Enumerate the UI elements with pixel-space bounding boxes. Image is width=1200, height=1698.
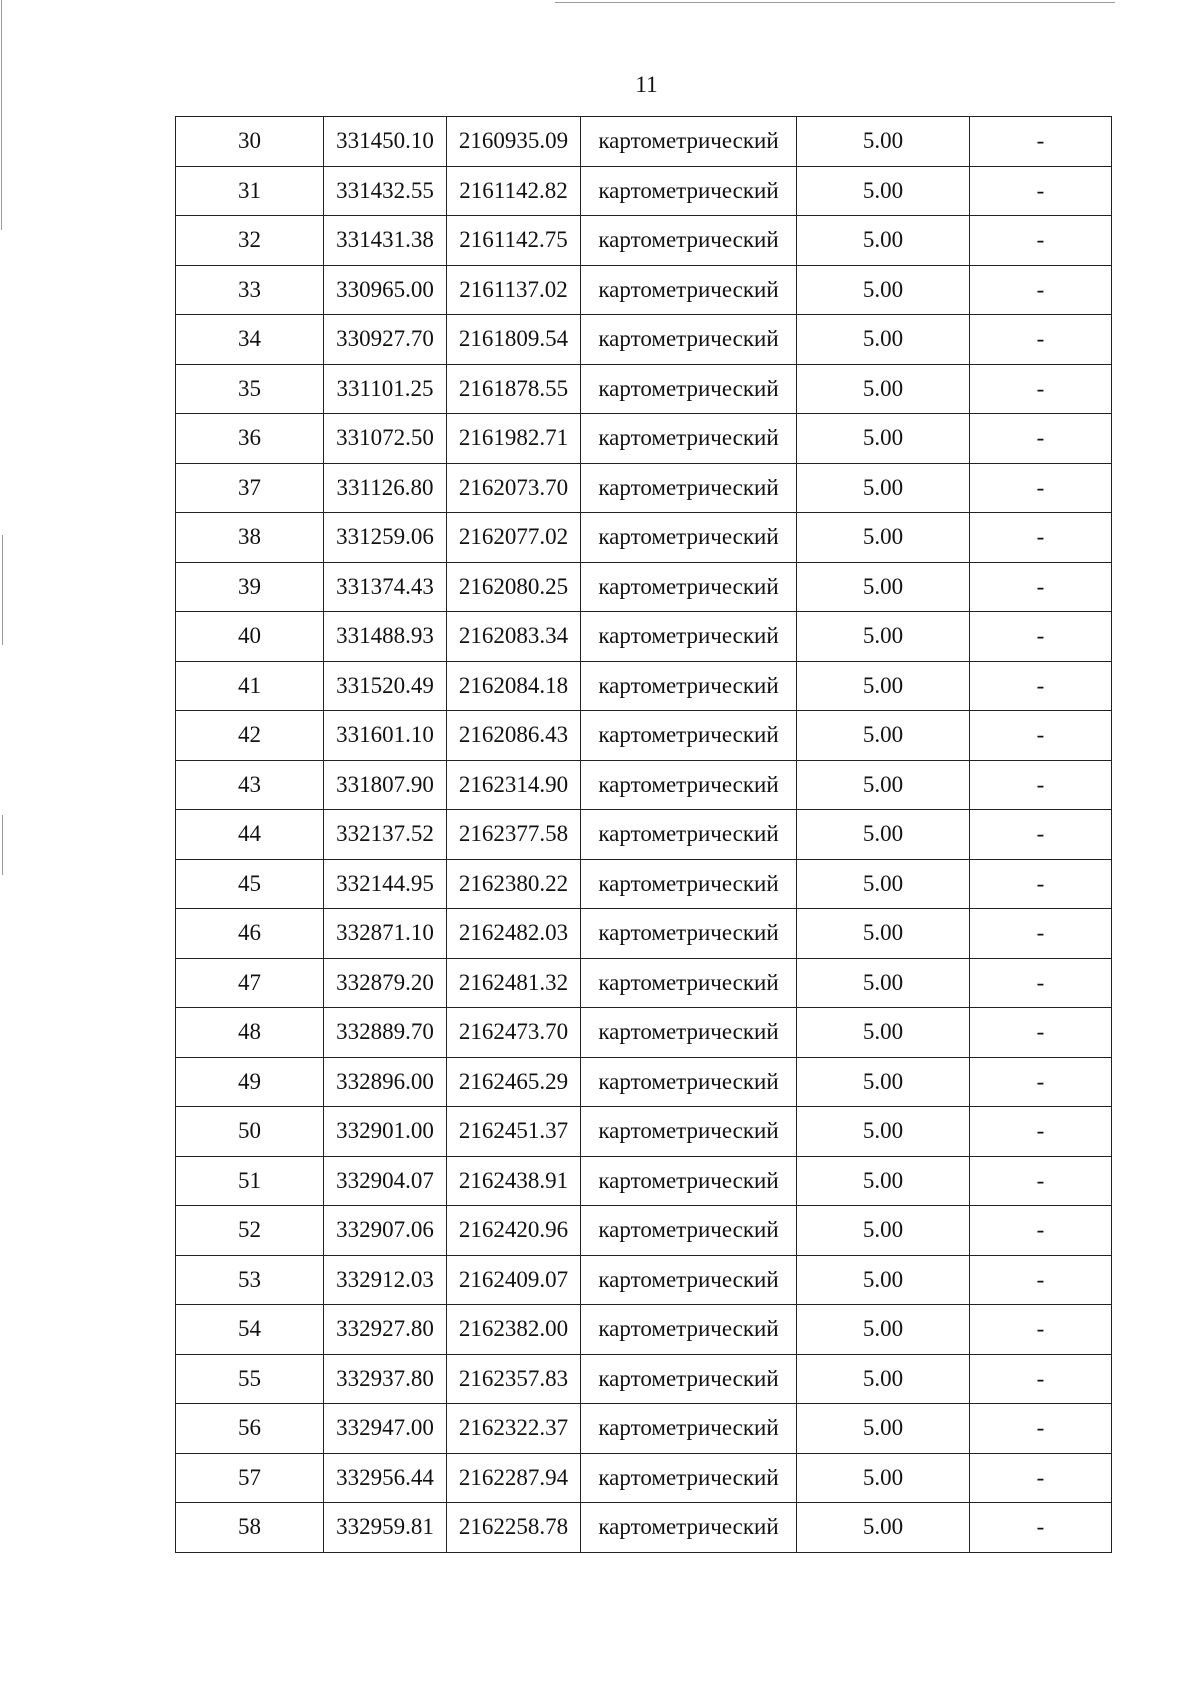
method-cell: картометрический	[581, 612, 797, 662]
accuracy-cell: 5.00	[797, 414, 970, 464]
y-coordinate-cell: 2162357.83	[447, 1354, 581, 1404]
y-coordinate-cell: 2162073.70	[447, 463, 581, 513]
table-row	[176, 216, 1112, 266]
method-cell: картометрический	[581, 1503, 797, 1553]
x-coordinate-cell: 331072.50	[324, 414, 447, 464]
method-cell: картометрический	[581, 1156, 797, 1206]
x-coordinate-cell: 331126.80	[324, 463, 447, 513]
table-row	[176, 760, 1112, 810]
scan-artifact-left-mark	[2, 815, 3, 875]
method-cell: картометрический	[581, 810, 797, 860]
accuracy-cell: 5.00	[797, 562, 970, 612]
table-row	[176, 1156, 1112, 1206]
description-cell: -	[970, 909, 1112, 959]
point-number-cell: 36	[176, 414, 324, 464]
accuracy-cell: 5.00	[797, 760, 970, 810]
point-number-cell: 47	[176, 958, 324, 1008]
y-coordinate-cell: 2160935.09	[447, 117, 581, 167]
method-cell: картометрический	[581, 265, 797, 315]
table-row	[176, 1057, 1112, 1107]
y-coordinate-cell: 2162077.02	[447, 513, 581, 563]
method-cell: картометрический	[581, 1305, 797, 1355]
accuracy-cell: 5.00	[797, 909, 970, 959]
table-row	[176, 1503, 1112, 1553]
scan-artifact-left-mark	[2, 535, 3, 645]
x-coordinate-cell: 331601.10	[324, 711, 447, 761]
table-row	[176, 1453, 1112, 1503]
y-coordinate-cell: 2161142.82	[447, 166, 581, 216]
description-cell: -	[970, 810, 1112, 860]
description-cell: -	[970, 1008, 1112, 1058]
point-number-cell: 48	[176, 1008, 324, 1058]
table-row	[176, 1354, 1112, 1404]
y-coordinate-cell: 2161142.75	[447, 216, 581, 266]
point-number-cell: 39	[176, 562, 324, 612]
accuracy-cell: 5.00	[797, 1404, 970, 1454]
method-cell: картометрический	[581, 117, 797, 167]
method-cell: картометрический	[581, 562, 797, 612]
accuracy-cell: 5.00	[797, 1453, 970, 1503]
accuracy-cell: 5.00	[797, 612, 970, 662]
point-number-cell: 55	[176, 1354, 324, 1404]
x-coordinate-cell: 332904.07	[324, 1156, 447, 1206]
y-coordinate-cell: 2162080.25	[447, 562, 581, 612]
point-number-cell: 54	[176, 1305, 324, 1355]
table-row	[176, 909, 1112, 959]
x-coordinate-cell: 331374.43	[324, 562, 447, 612]
table-row	[176, 265, 1112, 315]
description-cell: -	[970, 513, 1112, 563]
y-coordinate-cell: 2161137.02	[447, 265, 581, 315]
x-coordinate-cell: 332947.00	[324, 1404, 447, 1454]
method-cell: картометрический	[581, 364, 797, 414]
method-cell: картометрический	[581, 1206, 797, 1256]
point-number-cell: 41	[176, 661, 324, 711]
point-number-cell: 49	[176, 1057, 324, 1107]
x-coordinate-cell: 331101.25	[324, 364, 447, 414]
coordinates-table-body	[176, 117, 1112, 1553]
y-coordinate-cell: 2162482.03	[447, 909, 581, 959]
description-cell: -	[970, 216, 1112, 266]
point-number-cell: 56	[176, 1404, 324, 1454]
x-coordinate-cell: 332889.70	[324, 1008, 447, 1058]
x-coordinate-cell: 330927.70	[324, 315, 447, 365]
description-cell: -	[970, 612, 1112, 662]
accuracy-cell: 5.00	[797, 1354, 970, 1404]
point-number-cell: 37	[176, 463, 324, 513]
point-number-cell: 35	[176, 364, 324, 414]
point-number-cell: 34	[176, 315, 324, 365]
y-coordinate-cell: 2162314.90	[447, 760, 581, 810]
table-row	[176, 1305, 1112, 1355]
table-row	[176, 414, 1112, 464]
y-coordinate-cell: 2162451.37	[447, 1107, 581, 1157]
accuracy-cell: 5.00	[797, 661, 970, 711]
point-number-cell: 38	[176, 513, 324, 563]
x-coordinate-cell: 332879.20	[324, 958, 447, 1008]
x-coordinate-cell: 331488.93	[324, 612, 447, 662]
y-coordinate-cell: 2162481.32	[447, 958, 581, 1008]
accuracy-cell: 5.00	[797, 513, 970, 563]
description-cell: -	[970, 1305, 1112, 1355]
accuracy-cell: 5.00	[797, 859, 970, 909]
accuracy-cell: 5.00	[797, 265, 970, 315]
point-number-cell: 57	[176, 1453, 324, 1503]
y-coordinate-cell: 2162258.78	[447, 1503, 581, 1553]
x-coordinate-cell: 332901.00	[324, 1107, 447, 1157]
point-number-cell: 31	[176, 166, 324, 216]
description-cell: -	[970, 463, 1112, 513]
accuracy-cell: 5.00	[797, 958, 970, 1008]
point-number-cell: 50	[176, 1107, 324, 1157]
accuracy-cell: 5.00	[797, 166, 970, 216]
x-coordinate-cell: 332144.95	[324, 859, 447, 909]
page-number: 11	[635, 72, 658, 97]
method-cell: картометрический	[581, 661, 797, 711]
table-row	[176, 117, 1112, 167]
y-coordinate-cell: 2162377.58	[447, 810, 581, 860]
point-number-cell: 44	[176, 810, 324, 860]
x-coordinate-cell: 331432.55	[324, 166, 447, 216]
accuracy-cell: 5.00	[797, 1503, 970, 1553]
table-row	[176, 315, 1112, 365]
x-coordinate-cell: 331259.06	[324, 513, 447, 563]
table-row	[176, 463, 1112, 513]
description-cell: -	[970, 117, 1112, 167]
description-cell: -	[970, 364, 1112, 414]
point-number-cell: 52	[176, 1206, 324, 1256]
description-cell: -	[970, 1156, 1112, 1206]
method-cell: картометрический	[581, 711, 797, 761]
description-cell: -	[970, 958, 1112, 1008]
point-number-cell: 51	[176, 1156, 324, 1206]
point-number-cell: 42	[176, 711, 324, 761]
method-cell: картометрический	[581, 1008, 797, 1058]
description-cell: -	[970, 265, 1112, 315]
method-cell: картометрический	[581, 1453, 797, 1503]
y-coordinate-cell: 2162380.22	[447, 859, 581, 909]
method-cell: картометрический	[581, 1057, 797, 1107]
method-cell: картометрический	[581, 463, 797, 513]
method-cell: картометрический	[581, 760, 797, 810]
method-cell: картометрический	[581, 1255, 797, 1305]
point-number-cell: 43	[176, 760, 324, 810]
y-coordinate-cell: 2162084.18	[447, 661, 581, 711]
y-coordinate-cell: 2162382.00	[447, 1305, 581, 1355]
x-coordinate-cell: 332959.81	[324, 1503, 447, 1553]
table-row	[176, 364, 1112, 414]
table-row	[176, 562, 1112, 612]
method-cell: картометрический	[581, 1107, 797, 1157]
description-cell: -	[970, 166, 1112, 216]
description-cell: -	[970, 414, 1112, 464]
x-coordinate-cell: 331520.49	[324, 661, 447, 711]
method-cell: картометрический	[581, 216, 797, 266]
table-row	[176, 1107, 1112, 1157]
description-cell: -	[970, 1404, 1112, 1454]
table-row	[176, 1255, 1112, 1305]
description-cell: -	[970, 711, 1112, 761]
table-row	[176, 1008, 1112, 1058]
method-cell: картометрический	[581, 958, 797, 1008]
x-coordinate-cell: 332907.06	[324, 1206, 447, 1256]
y-coordinate-cell: 2162086.43	[447, 711, 581, 761]
table-row	[176, 1206, 1112, 1256]
y-coordinate-cell: 2161878.55	[447, 364, 581, 414]
point-number-cell: 32	[176, 216, 324, 266]
accuracy-cell: 5.00	[797, 463, 970, 513]
point-number-cell: 53	[176, 1255, 324, 1305]
y-coordinate-cell: 2161982.71	[447, 414, 581, 464]
accuracy-cell: 5.00	[797, 1305, 970, 1355]
accuracy-cell: 5.00	[797, 1107, 970, 1157]
accuracy-cell: 5.00	[797, 1206, 970, 1256]
x-coordinate-cell: 332912.03	[324, 1255, 447, 1305]
description-cell: -	[970, 315, 1112, 365]
table-row	[176, 711, 1112, 761]
point-number-cell: 33	[176, 265, 324, 315]
method-cell: картометрический	[581, 909, 797, 959]
accuracy-cell: 5.00	[797, 1057, 970, 1107]
description-cell: -	[970, 760, 1112, 810]
x-coordinate-cell: 332137.52	[324, 810, 447, 860]
y-coordinate-cell: 2162322.37	[447, 1404, 581, 1454]
accuracy-cell: 5.00	[797, 711, 970, 761]
accuracy-cell: 5.00	[797, 1255, 970, 1305]
x-coordinate-cell: 332896.00	[324, 1057, 447, 1107]
point-number-cell: 58	[176, 1503, 324, 1553]
description-cell: -	[970, 1453, 1112, 1503]
method-cell: картометрический	[581, 513, 797, 563]
table-row	[176, 513, 1112, 563]
method-cell: картометрический	[581, 1354, 797, 1404]
description-cell: -	[970, 1503, 1112, 1553]
y-coordinate-cell: 2162409.07	[447, 1255, 581, 1305]
x-coordinate-cell: 332871.10	[324, 909, 447, 959]
accuracy-cell: 5.00	[797, 364, 970, 414]
accuracy-cell: 5.00	[797, 117, 970, 167]
y-coordinate-cell: 2162287.94	[447, 1453, 581, 1503]
method-cell: картометрический	[581, 859, 797, 909]
description-cell: -	[970, 1107, 1112, 1157]
point-number-cell: 30	[176, 117, 324, 167]
y-coordinate-cell: 2162420.96	[447, 1206, 581, 1256]
description-cell: -	[970, 661, 1112, 711]
table-row	[176, 1404, 1112, 1454]
x-coordinate-cell: 332927.80	[324, 1305, 447, 1355]
scan-artifact-top-line	[555, 2, 1115, 3]
point-number-cell: 40	[176, 612, 324, 662]
accuracy-cell: 5.00	[797, 315, 970, 365]
table-row	[176, 612, 1112, 662]
point-number-cell: 45	[176, 859, 324, 909]
coordinates-table	[175, 116, 1112, 1553]
x-coordinate-cell: 332956.44	[324, 1453, 447, 1503]
description-cell: -	[970, 562, 1112, 612]
x-coordinate-cell: 331807.90	[324, 760, 447, 810]
y-coordinate-cell: 2162473.70	[447, 1008, 581, 1058]
x-coordinate-cell: 330965.00	[324, 265, 447, 315]
y-coordinate-cell: 2162083.34	[447, 612, 581, 662]
x-coordinate-cell: 331450.10	[324, 117, 447, 167]
y-coordinate-cell: 2162465.29	[447, 1057, 581, 1107]
table-row	[176, 661, 1112, 711]
description-cell: -	[970, 1255, 1112, 1305]
method-cell: картометрический	[581, 315, 797, 365]
table-row	[176, 810, 1112, 860]
description-cell: -	[970, 1206, 1112, 1256]
x-coordinate-cell: 332937.80	[324, 1354, 447, 1404]
point-number-cell: 46	[176, 909, 324, 959]
method-cell: картометрический	[581, 166, 797, 216]
x-coordinate-cell: 331431.38	[324, 216, 447, 266]
method-cell: картометрический	[581, 1404, 797, 1454]
table-row	[176, 859, 1112, 909]
accuracy-cell: 5.00	[797, 1008, 970, 1058]
y-coordinate-cell: 2161809.54	[447, 315, 581, 365]
table-row	[176, 958, 1112, 1008]
accuracy-cell: 5.00	[797, 216, 970, 266]
accuracy-cell: 5.00	[797, 1156, 970, 1206]
y-coordinate-cell: 2162438.91	[447, 1156, 581, 1206]
description-cell: -	[970, 1354, 1112, 1404]
table-row	[176, 166, 1112, 216]
scan-artifact-left-edge	[1, 0, 2, 230]
description-cell: -	[970, 859, 1112, 909]
method-cell: картометрический	[581, 414, 797, 464]
description-cell: -	[970, 1057, 1112, 1107]
accuracy-cell: 5.00	[797, 810, 970, 860]
